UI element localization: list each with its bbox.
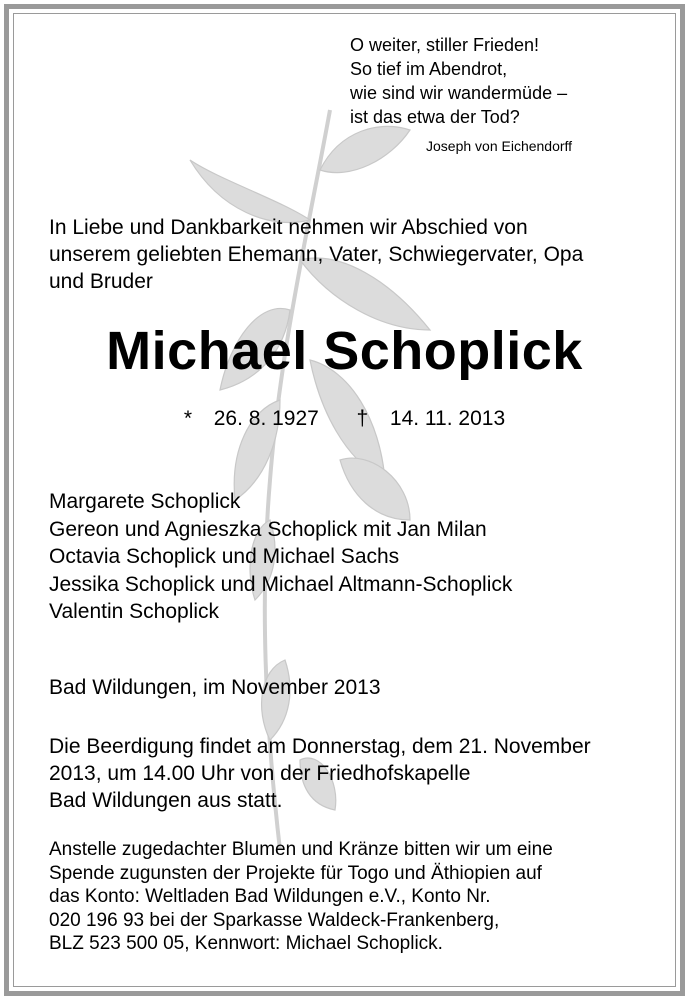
funeral-line: Die Beerdigung findet am Donnerstag, dem 21. November (49, 735, 591, 758)
donation-line: das Konto: Weltladen Bad Wildungen e.V., Konto Nr. (49, 886, 491, 907)
mourner: Gereon und Agnieszka Schoplick mit Jan Milan (49, 517, 487, 541)
death-symbol: † (356, 407, 369, 430)
mourner: Jessika Schoplick und Michael Altmann-Schoplick (49, 572, 513, 596)
funeral-info (49, 733, 591, 814)
intro-line: In Liebe und Dankbarkeit nehmen wir Abschied von (49, 216, 528, 239)
donation-line: BLZ 523 500 05, Kennwort: Michael Schoplick. (49, 933, 443, 954)
poem-line: ist das etwa der Tod? (350, 107, 520, 127)
intro-text (49, 214, 583, 295)
birth-date: 26. 8. 1927 (213, 407, 319, 430)
poem-author: Joseph von Eichendorff (426, 138, 573, 154)
funeral-line: 2013, um 14.00 Uhr von der Friedhofskapelle (49, 762, 471, 785)
poem-line: So tief im Abendrot, (350, 59, 508, 79)
donation-info (49, 838, 553, 956)
deceased-name: Michael Schoplick (106, 321, 583, 381)
poem-line: O weiter, stiller Frieden! (350, 35, 540, 55)
poem (350, 33, 567, 129)
intro-line: unserem geliebten Ehemann, Vater, Schwiegervater, Opa (49, 243, 584, 266)
place-date: Bad Wildungen, im November 2013 (49, 676, 381, 699)
poem-line: wie sind wir wandermüde – (350, 83, 568, 103)
birth-symbol: * (183, 407, 193, 430)
mourner: Margarete Schoplick (49, 490, 241, 513)
donation-line: Anstelle zugedachter Blumen und Kränze bitten wir um eine (49, 839, 553, 860)
life-dates (0, 407, 689, 431)
donation-line: 020 196 93 bei der Sparkasse Waldeck-Frankenberg, (49, 909, 500, 931)
intro-line: und Bruder (49, 270, 153, 293)
funeral-line: Bad Wildungen aus statt. (49, 789, 283, 812)
mourner: Valentin Schoplick (49, 600, 220, 623)
mourner: Octavia Schoplick und Michael Sachs (49, 545, 400, 568)
donation-line: Spende zugunsten der Projekte für Togo und Äthiopien auf (49, 862, 542, 884)
mourners-list (49, 488, 512, 626)
death-date: 14. 11. 2013 (389, 407, 506, 430)
